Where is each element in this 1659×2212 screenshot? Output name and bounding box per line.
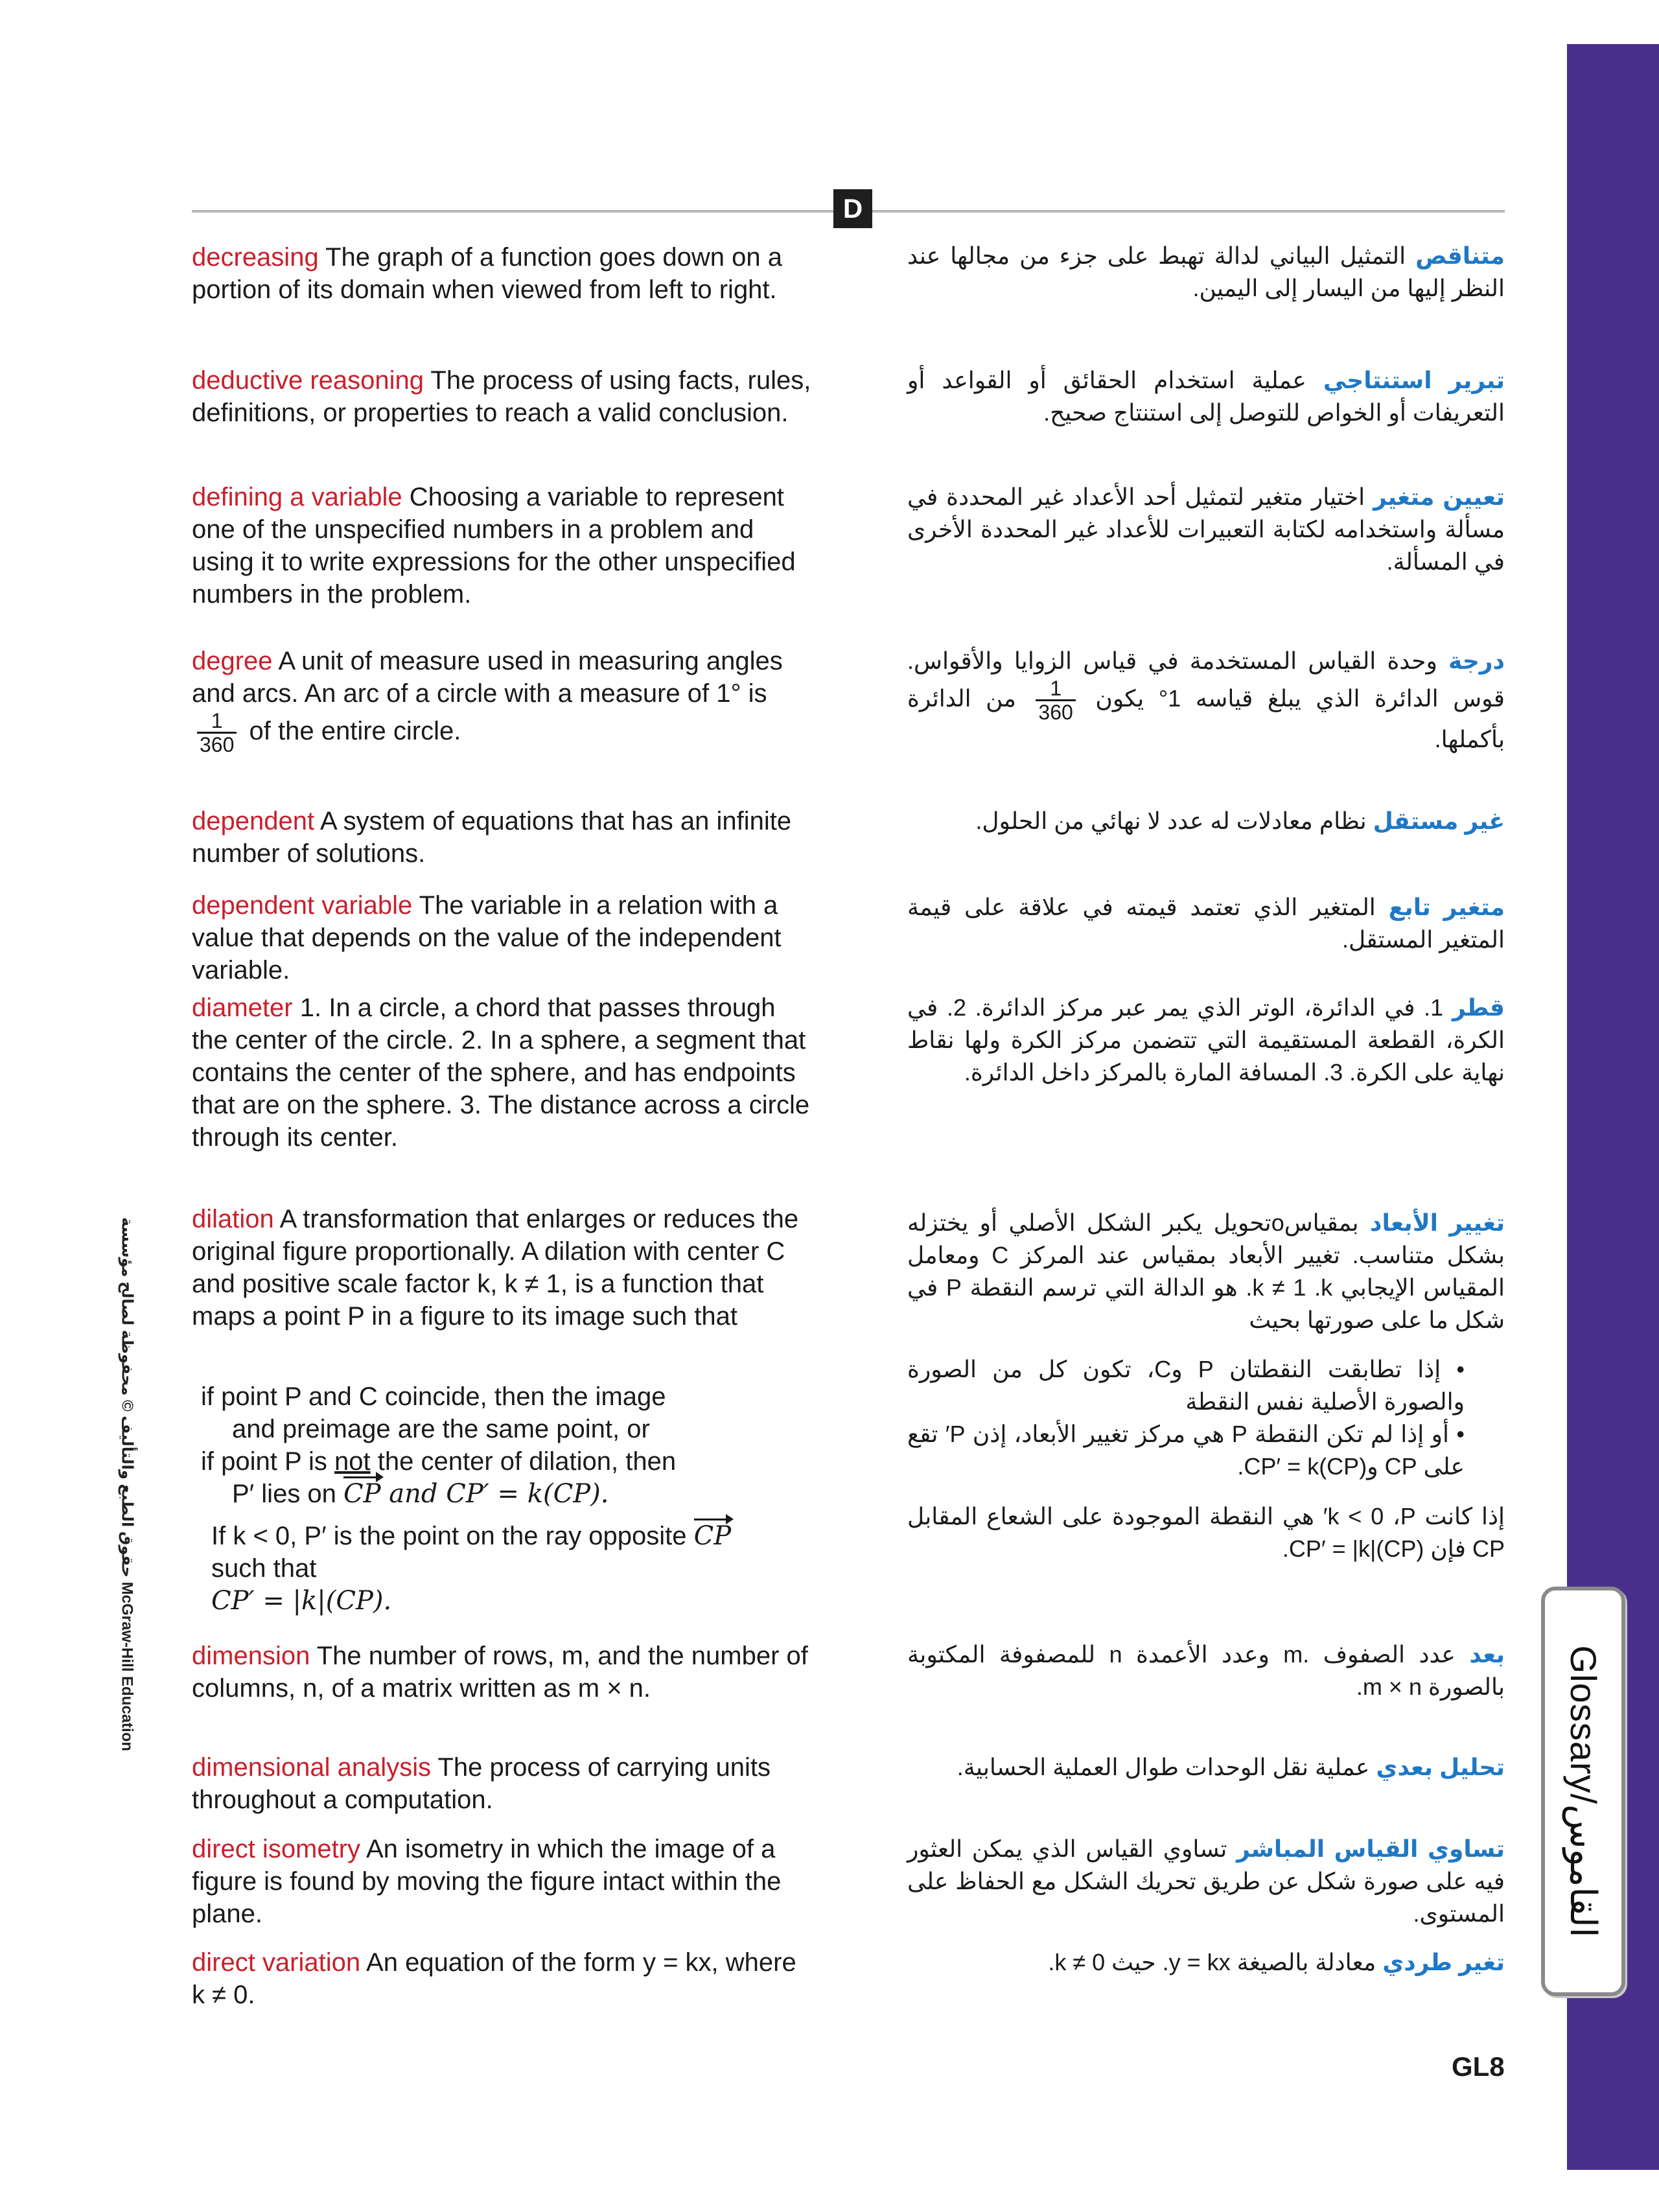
dilation-condition-line: and preimage are the same point, or (232, 1415, 650, 1443)
glossary-entry-en (192, 645, 814, 756)
glossary-entry-en (192, 1946, 814, 2011)
text-fragment-underlined: not (334, 1447, 371, 1476)
glossary-entry-en (192, 889, 814, 986)
dilation-bullet-ar: • إذا تطابقت النقطتان P وC، تكون كل من الصورة والصورة الأصلية نفس النقطة (907, 1353, 1465, 1418)
page-number: GL8 (1452, 2051, 1505, 2082)
term-en: diameter (192, 994, 293, 1022)
term-ar: متناقص (1415, 242, 1505, 269)
definition-en: An isometry in which the image of a figure is found by moving the figure intact within the plane. (192, 1835, 782, 1928)
dilation-condition-line: if point P and C coincide, then the image (201, 1382, 666, 1411)
glossary-entry-en (192, 481, 814, 611)
definition-ar: معادلة بالصيغة y = kx. حيث k ≠ 0. (1048, 1949, 1376, 1975)
definition-en: The graph of a function goes down on a portion of its domain when viewed from left to right. (192, 243, 783, 304)
term-ar: تعيين متغير (1373, 483, 1505, 510)
definition-ar: اختيار متغير لتمثيل أحد الأعداد غير المحددة في مسألة واستخدامه لكتابة التعبيرات للأعداد غير المحددة الأخرى في المسألة. (907, 483, 1505, 575)
glossary-entry-ar (907, 992, 1505, 1089)
definition-ar: وحدة القياس المستخدمة في قياس الزوايا والأقواس. قوس الدائرة الذي يبلغ قياسه 1° يكون (907, 647, 1505, 712)
dilation-condition-line (201, 1445, 823, 1478)
definition-ar: عدد الصفوف .m وعدد الأعمدة n للمصفوفة المكتوبة بالصورة m × n. (907, 1641, 1505, 1700)
negative-case-line: such that (211, 1554, 317, 1583)
text-fragment: the center of dilation, then (370, 1447, 677, 1476)
term-en: dimension (192, 1642, 310, 1670)
term-en: dilation (192, 1205, 274, 1233)
glossary-entry-en (192, 364, 814, 429)
definition-ar: 1. في الدائرة، الوتر الذي يمر عبر مركز الدائرة. 2. في الكرة، القطعة المستقيمة التي تتضمن مركز الكرة ولها نقاط نهاية على الكرة. 3. المسافة المارة بالمركز داخل الدائرة. (907, 994, 1505, 1086)
term-en: direct isometry (192, 1835, 361, 1863)
definition-en: An equation of the form y = kx, where k ≠ 0. (192, 1948, 796, 2009)
glossary-entry-en (192, 1751, 814, 1816)
fraction-denominator: 360 (200, 733, 235, 756)
glossary-entry-ar (907, 1833, 1505, 1930)
term-ar: تساوي القياس المباشر (1236, 1835, 1505, 1862)
term-ar: تبرير استنتاجي (1323, 367, 1505, 393)
text-fragment: if point P is (201, 1447, 335, 1476)
term-en: direct variation (192, 1948, 361, 1977)
definition-ar: المتغير الذي تعتمد قيمته في علاقة على قيمة المتغير المستقل. (907, 894, 1505, 953)
definition-en: 1. In a circle, a chord that passes through the center of the circle. 2. In a sphere, a segment that contains the center of the sphere, and has endpoints that are on the sphere. 3. The distance across a circle through its center. (192, 994, 810, 1152)
glossary-tab-label: Glossary/القاموس (1563, 1645, 1604, 1938)
dilation-bullet-ar: • أو إذا لم تكن النقطة P هي مركز تغيير الأبعاد، إذن P′ تقع على CP وCP′ = k(CP). (907, 1418, 1465, 1483)
term-ar: تغيير الأبعاد (1369, 1209, 1505, 1236)
dilation-negative-case (211, 1520, 827, 1617)
glossary-entry-ar (907, 364, 1505, 429)
definition-en: Choosing a variable to represent one of the unspecified numbers in a problem and using it to write expressions for the other unspecified numbers in the problem. (192, 483, 796, 609)
definition-ar: التمثيل البياني لدالة تهبط على جزء من مجالها عند النظر إليها من اليسار إلى اليمين. (907, 242, 1505, 301)
definition-en: A unit of measure used in measuring angles and arcs. An arc of a circle with a measure of 1° is (192, 647, 783, 708)
glossary-entry-ar (907, 1946, 1505, 1979)
text-fragment: If k < 0, P′ is the point on the ray opposite (211, 1522, 694, 1550)
definition-ar: بمقياسoتحويل يكبر الشكل الأصلي أو يختزله بشكل متناسب. تغيير الأبعاد بمقياس عند المركز C ومعامل المقياس الإيجابي k ≠ 1 .k. هو الدالة التي ترسم النقطة P في شكل ما على صورتها بحيث (907, 1209, 1505, 1333)
dilation-conditions-ar (907, 1353, 1465, 1483)
fraction-numerator: 1 (197, 710, 237, 734)
section-divider-left (192, 210, 833, 213)
glossary-entry-ar (907, 645, 1505, 756)
fraction (197, 710, 237, 756)
glossary-entry-ar (907, 1207, 1505, 1336)
term-ar: غير مستقل (1373, 808, 1505, 834)
glossary-entry-ar (907, 1638, 1505, 1703)
term-en: deductive reasoning (192, 366, 424, 395)
definition-en: The number of rows, m, and the number of columns, n, of a matrix written as m × n. (192, 1642, 808, 1703)
definition-ar: نظام معادلات له عدد لا نهائي من الحلول. (975, 808, 1367, 834)
section-divider-right (872, 210, 1505, 213)
term-ar: درجة (1448, 647, 1505, 674)
term-en: dependent (192, 807, 315, 835)
definition-en: The process of using facts, rules, definitions, or properties to reach a valid conclusion. (192, 366, 811, 427)
glossary-entry-ar (907, 1751, 1505, 1784)
glossary-entry-ar (907, 891, 1505, 956)
term-en: degree (192, 647, 273, 675)
definition-ar-continued: من الدائرة بأكملها. (907, 685, 1505, 752)
definition-en: A system of equations that has an infinite number of solutions. (192, 807, 792, 868)
negative-case-line (211, 1520, 827, 1552)
term-ar: بعد (1469, 1641, 1505, 1668)
fraction (1036, 677, 1075, 723)
dilation-negative-case-ar (907, 1500, 1505, 1565)
glossary-entry-en (192, 1640, 814, 1705)
fraction-numerator: 1 (1036, 677, 1075, 701)
dilation-conditions (201, 1380, 823, 1510)
definition-en: The process of carrying units throughout a computation. (192, 1753, 771, 1814)
definition-en-continued: of the entire circle. (249, 717, 461, 746)
text-fragment: and CP′ = k(CP). (380, 1479, 609, 1509)
term-en: dependent variable (192, 891, 413, 920)
term-ar: تغير طردي (1382, 1949, 1505, 1975)
dilation-condition-line (201, 1478, 823, 1510)
copyright-notice: حقوق الطبع والتأليف © محفوظة لصالح مؤسسة McGraw-Hill Education (118, 1217, 136, 1752)
glossary-entry-ar (907, 805, 1505, 837)
term-ar: تحليل بعدي (1376, 1754, 1505, 1780)
glossary-entry-ar (907, 481, 1505, 578)
glossary-entry-en (192, 241, 814, 306)
term-en: dimensional analysis (192, 1753, 432, 1782)
glossary-entry-en (192, 1203, 814, 1333)
glossary-tab[interactable] (1541, 1587, 1625, 1996)
term-en: defining a variable (192, 483, 402, 511)
ray-cp: CP (693, 1521, 732, 1551)
definition-ar: عملية استخدام الحقائق أو القواعد أو التعريفات أو الخواص للتوصل إلى استنتاج صحيح. (907, 367, 1505, 426)
definition-ar: عملية نقل الوحدات طوال العملية الحسابية. (957, 1754, 1370, 1780)
negative-case-ar: إذا كانت k < 0 ،P′ هي النقطة الموجودة على الشعاع المقابل CP فإن CP′ = |k|(CP). (907, 1503, 1505, 1562)
glossary-entry-en (192, 1833, 814, 1930)
ray-cp: CP (343, 1479, 381, 1509)
text-fragment: P′ lies on (232, 1480, 344, 1508)
glossary-entry-ar (907, 240, 1505, 305)
glossary-entry-en (192, 805, 814, 870)
definition-ar: تساوي القياس الذي يمكن العثور فيه على صورة شكل عن طريق تحريك الشكل مع الحفاظ على المستوى. (907, 1835, 1505, 1927)
term-ar: متغير تابع (1388, 894, 1505, 920)
section-letter: D (833, 189, 872, 228)
definition-en: A transformation that enlarges or reduces the original figure proportionally. A dilation with center C and positive scale factor k, k ≠ 1, is a function that maps a point P in a figure to its image such that (192, 1205, 799, 1331)
definition-en: The variable in a relation with a value that depends on the value of the independent variable. (192, 891, 782, 984)
negative-case-formula: CP′ = |k|(CP). (211, 1586, 392, 1616)
fraction-denominator: 360 (1038, 701, 1073, 724)
glossary-entry-en (192, 992, 814, 1154)
term-en: decreasing (192, 243, 319, 272)
term-ar: قطر (1452, 994, 1505, 1021)
